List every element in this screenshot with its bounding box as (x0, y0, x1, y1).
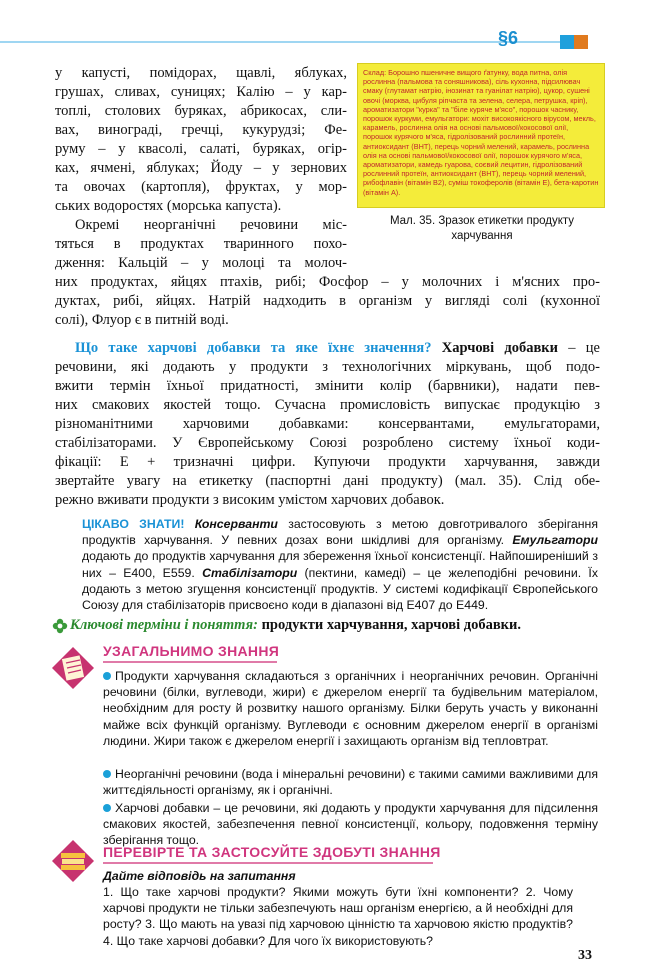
body-line: вжити термін їхньої придатності, змінити колір (барвники), надати пев- (55, 378, 600, 394)
body-line: фікації: Е + тризначні цифри. Купуючи продукти харчування, завжди (55, 454, 600, 470)
body-line: дуктах, рибі, яйцях. Натрій надходить в організм у вигляді солі (кухонної (55, 293, 600, 309)
flower-bullet-icon (52, 618, 68, 634)
body-line: режно вживати продукти з високим умістом харчових добавок. (55, 492, 445, 508)
body-line: різноманітними харчовими добавками: консервантами, емульгаторами, (55, 416, 600, 432)
term-preservatives: Консерванти (194, 517, 278, 531)
body-line: вах, винограді, гречці, кукурудзі; Фе- (55, 122, 347, 138)
summary-bullet (103, 766, 598, 798)
body-line: звертайте увагу на етикетку (паспортні дані продукту) (мал. 35). Слід обе- (55, 473, 600, 489)
summary-rule (103, 661, 277, 663)
check-rule (103, 862, 433, 864)
term-stabilizers: Стабілізатори (202, 565, 298, 580)
body-line: дження: Кальцій – у молоці та молоч- (55, 255, 347, 271)
body-line: тяться в продуктах тваринного похо- (55, 236, 347, 252)
key-terms-text: продукти харчування, харчові добавки. (261, 617, 521, 633)
summary-title: УЗАГАЛЬНИМО ЗНАННЯ (103, 643, 280, 659)
summary-bullet-text: Неорганічні речовини (вода і мінеральні речовини) є такими самими важливими для життєдіяльності організму, як і органічні. (103, 767, 598, 798)
summary-bullet (103, 800, 598, 849)
interesting-text: додають до продуктів харчування для збереження їхньої консистенції. Найпоширеніший з них – Е400, Е559. (82, 549, 598, 580)
body-line: стабілізаторами. У Європейському Союзі розроблено систему їхньої коди- (55, 435, 600, 451)
page-number: 33 (578, 948, 592, 963)
body-line: у капусті, помідорах, щавлі, яблуках, (55, 65, 347, 81)
summary-bullet-text: Продукти харчування складаються з органічних і неорганічних речовин. Органічні речовини (білки, вуглеводи, жири) є джерелом енергії та будівельним матеріалом, необхідним для росту й розвитку нашого організму. Білки беруть участь у виконанні майже всіх функцій організму. Вуглеводи є основним джерелом енергії в організмі людини. Жири також є джерелом енергії і захищають організм від тепловтрат. (103, 669, 598, 748)
key-terms (70, 616, 610, 635)
check-subtitle: Дайте відповідь на запитання (103, 869, 296, 883)
body-line: та овочах (картопля), фруктах, у мор- (55, 179, 347, 195)
interesting-facts (82, 516, 598, 613)
header-rule (0, 41, 560, 43)
interesting-text: (пектини, камеді) – це желеподібні речовини. Їх додають з метою згущення консистенції продуктів. У системі кодифікації Європейського Союзу для стабілізаторів присвоєно коди в діапазоні від Е407 до Е449. (82, 565, 598, 613)
check-questions: 1. Що таке харчові продукти? Якими можуть бути їхні компоненти? 2. Чому харчові продукти не тільки забезпечують наш організм енергією, а й необхідні для росту? 3. Що мають на увазі під харчовою цінністю та харчовою якістю продуктів? 4. Що таке харчові добавки? Для чого їх використовують? (103, 885, 573, 948)
section-marker-icon (560, 35, 574, 49)
body-line: них продуктах, яйцях птахів, рибі; Фосфор – у молочних і м'ясних про- (55, 274, 600, 290)
section-number: §6 (498, 28, 519, 48)
body-line: ських водоростях (морська капуста). (55, 198, 282, 214)
summary-notepad-icon (50, 645, 96, 691)
body-line: солі), Флуор є в питній воді. (55, 312, 229, 328)
summary-bullet-text: Харчові добавки – це речовини, які додають у продукти харчування для підсилення смакових якостей, забезпечення певної консистенції, кольору, подовження терміну зберігання тощо. (103, 801, 598, 848)
check-books-icon (50, 838, 96, 884)
section-question: Що таке харчові добавки та яке їхнє значення? (75, 340, 432, 356)
check-title: ПЕРЕВІРТЕ ТА ЗАСТОСУЙТЕ ЗДОБУТІ ЗНАННЯ (103, 844, 441, 860)
body-line: руму – у квасолі, салаті, буряках, огір- (55, 141, 347, 157)
figure-caption: Мал. 35. Зразок етикетки продукту харчування (389, 215, 575, 242)
additives-rest: – це (558, 340, 600, 356)
term-additives: Харчові добавки (441, 340, 559, 356)
additives-first-line (75, 339, 600, 358)
interesting-label: ЦІКАВО ЗНАТИ! (82, 517, 185, 531)
term-emulsifiers: Емульгатори (512, 533, 598, 548)
summary-bullet (103, 668, 598, 749)
interesting-text: застосовують з метою довготривалого зберігання продуктів харчування. У певних дозах вони шкідливі для організму. (82, 517, 599, 548)
body-line: топлі, столових буряках, абрикосах, сли- (55, 103, 347, 119)
body-line: грушах, сливах, суницях; Калію – у кар- (55, 84, 347, 100)
body-line: речовини, які додають у продукти з технологічних міркувань, щоб подо- (55, 359, 600, 375)
key-terms-label: Ключові терміни і поняття: (70, 617, 258, 633)
body-line: Окремі неорганічні речовини міс- (75, 217, 347, 233)
section-marker-accent-icon (574, 35, 588, 49)
body-line: них смакових якостей тощо. Сучасна промисловість випускає продукцію з (55, 397, 600, 413)
body-line: ках, ячмені, яблуках; Йоду – у зернових (55, 160, 347, 176)
product-label-text: Склад: Борошно пшеничне вищого ґатунку, вода питна, олія рослинна (пальмова та соняшникова), сіль кухонна, підсилювач смаку (глутамат натрію, інозинат та гуанілат натрію), цукор, сушені овочі (морква, цибуля ріпчаста та зелена, селера, петрушка, кріп), ароматизатори "курка" та "біле куряче м'ясо", порошок часнику, порошок куркуми, емульгатори: мохіт високоякісного вірусом, мекль, карамель, рослинна олія на основі пальмової/кокосової олії, порошок курячого м'яса, гідролізований рослинний протеїн, антиоксидант (ВНТ), перець чорний мелений, карамель, рослинна олія на основі пальмової/кокосової олії, порошок курячого м'яса, ароматизатори, камедь гуарова, соєвий лецитин, гідролізований рослинний протеїн, антиоксидант (ВНТ), перець чорний мелений, рибофлавін (вітамін В2), суміш токоферолів (вітамін Е), бета-каротин (вітамін А). (363, 68, 599, 197)
